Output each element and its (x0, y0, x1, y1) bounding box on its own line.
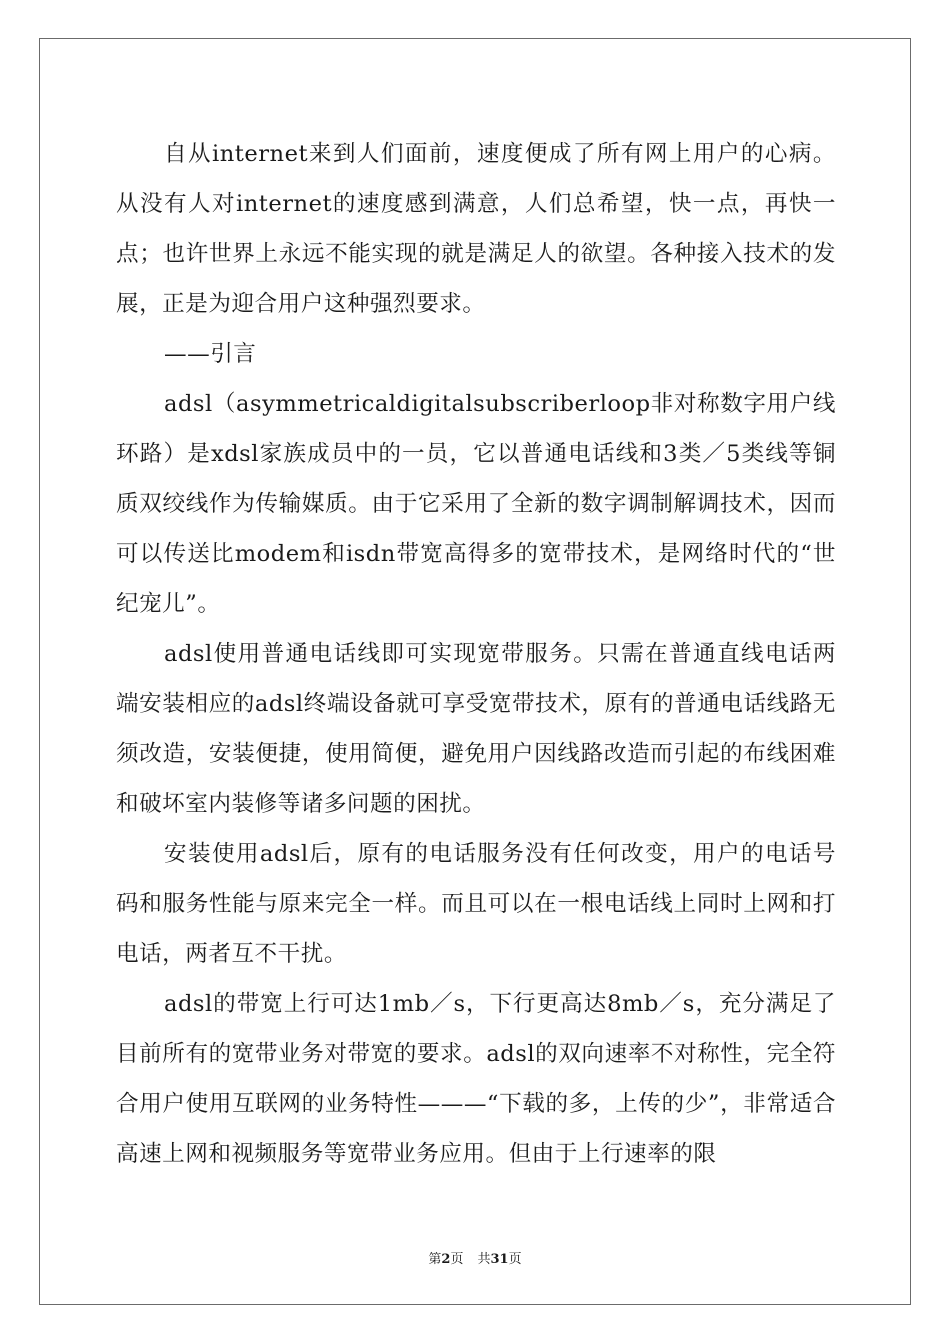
footer-total-pages: 31 (490, 1252, 509, 1267)
document-body (116, 129, 836, 1179)
paragraph-intro: 自从internet来到人们面前，速度便成了所有网上用户的心病。从没有人对internet的速度感到满意，人们总希望，快一点，再快一点；也许世界上永远不能实现的就是满足人的欲望。各种接入技术的发展，正是为迎合用户这种强烈要求。 (116, 141, 836, 317)
paragraph-adsl-definition: adsl（asymmetricaldigitalsubscriberloop非对称数字用户线环路）是xdsl家族成员中的一员，它以普通电话线和3类／5类线等铜质双绞线作为传输媒质。由于它采用了全新的数字调制解调技术，因而可以传送比modem和isdn带宽高得多的宽带技术，是网络时代的“世纪宠儿”。 (116, 391, 836, 617)
page-footer (0, 1248, 950, 1267)
paragraph-adsl-bandwidth: adsl的带宽上行可达1mb／s，下行更高达8mb／s，充分满足了目前所有的宽带业务对带宽的要求。adsl的双向速率不对称性，完全符合用户使用互联网的业务特性———“下载的多，上传的少”，非常适合高速上网和视频服务等宽带业务应用。但由于上行速率的限 (116, 991, 836, 1167)
footer-prefix: 第 (428, 1252, 442, 1267)
footer-total-suffix: 页 (508, 1252, 522, 1267)
paragraph-attribution: ——引言 (164, 341, 257, 367)
paragraph-adsl-usage: adsl使用普通电话线即可实现宽带服务。只需在普通直线电话两端安装相应的adsl终端设备就可享受宽带技术，原有的普通电话线路无须改造，安装便捷，使用简便，避免用户因线路改造而引起的布线困难和破坏室内装修等诸多问题的困扰。 (116, 641, 836, 817)
footer-total-prefix: 共 (477, 1252, 491, 1267)
footer-page-suffix: 页 (450, 1252, 464, 1267)
paragraph-adsl-install: 安装使用adsl后，原有的电话服务没有任何改变，用户的电话号码和服务性能与原来完全一样。而且可以在一根电话线上同时上网和打电话，两者互不干扰。 (116, 841, 836, 967)
footer-page-number: 2 (441, 1252, 451, 1267)
